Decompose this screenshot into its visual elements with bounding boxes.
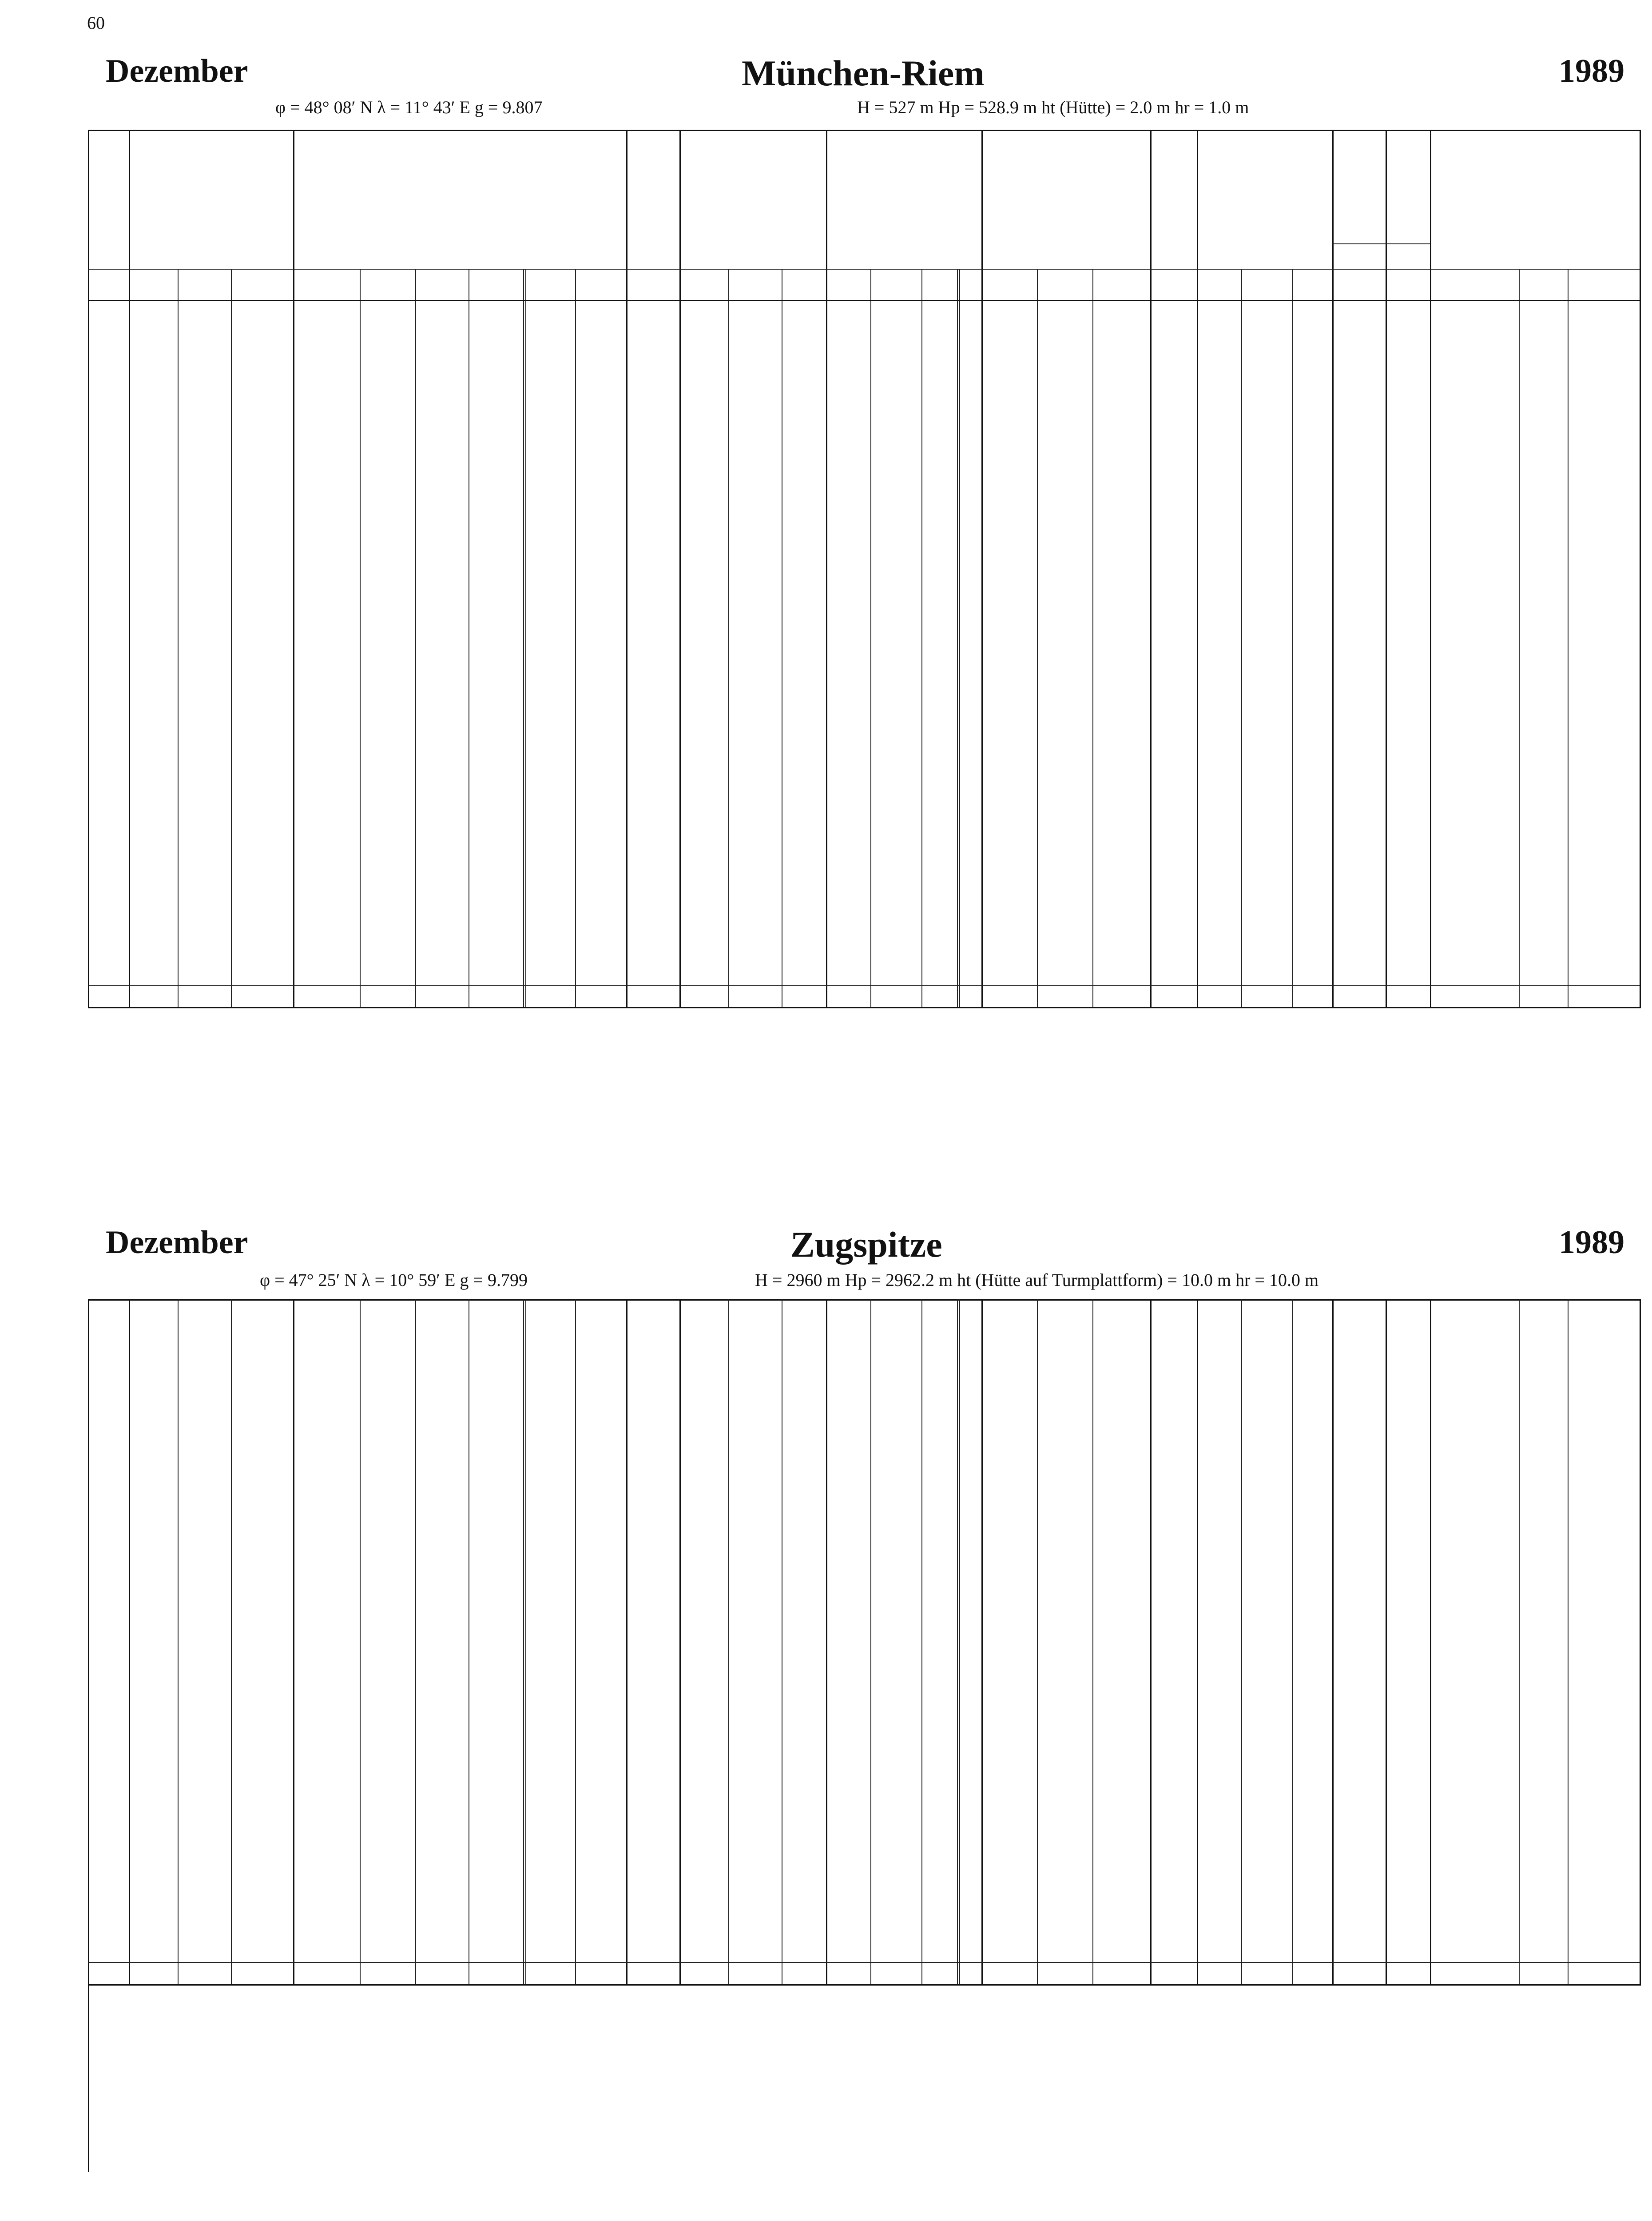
s2-col-divider	[728, 1299, 729, 1986]
s1-group-divider	[826, 130, 827, 1008]
s1-group-divider	[679, 130, 681, 1008]
s2-border-right	[1640, 1299, 1641, 1986]
s2-col-divider	[957, 1299, 958, 1986]
s2-col-divider	[1241, 1299, 1242, 1986]
s2-group-divider	[1332, 1299, 1334, 1986]
s1-col-divider	[1292, 269, 1293, 1008]
s2-group-divider	[1150, 1299, 1152, 1986]
s1-subheader-divider	[88, 300, 1640, 301]
s1-group-divider	[1197, 130, 1198, 1008]
s1-group-divider	[293, 130, 294, 1008]
s2-col-divider	[1092, 1299, 1093, 1986]
s1-col-divider	[728, 269, 729, 1008]
s2-group-divider	[129, 1299, 130, 1986]
s1-header-divider	[88, 269, 1640, 270]
station-title-1: München-Riem	[742, 53, 985, 93]
s2-group-divider	[626, 1299, 627, 1986]
s1-col-divider	[1568, 269, 1569, 1008]
s2-col-divider	[1519, 1299, 1520, 1986]
s1-col-divider	[525, 269, 526, 1008]
s1-col-divider	[921, 269, 922, 1008]
s2-group-divider	[1197, 1299, 1198, 1986]
frame-left-extension	[88, 1986, 89, 2172]
s1-border-right	[1640, 130, 1641, 1008]
year-1: 1989	[1559, 53, 1624, 89]
heights-2: H = 2960 m Hp = 2962.2 m ht (Hütte auf Turmplattform) = 10.0 m hr = 10.0 m	[755, 1270, 1319, 1290]
s1-border-left	[88, 130, 89, 1008]
s2-col-divider	[1568, 1299, 1569, 1986]
s1-col-divider	[959, 269, 960, 1008]
s2-col-divider	[921, 1299, 922, 1986]
s1-bottom-border	[88, 1007, 1640, 1008]
month-title-2: Dezember	[106, 1224, 248, 1261]
s1-col-divider	[523, 269, 524, 1008]
s2-group-divider	[826, 1299, 827, 1986]
s2-col-divider	[360, 1299, 361, 1986]
s2-group-divider	[981, 1299, 983, 1986]
s2-group-divider	[1386, 1299, 1387, 1986]
station-title-2: Zugspitze	[790, 1224, 942, 1265]
s1-group-divider	[626, 130, 627, 1008]
s1-unit-divider	[1332, 243, 1430, 244]
s2-col-divider	[1292, 1299, 1293, 1986]
s2-col-divider	[178, 1299, 179, 1986]
s2-col-divider	[523, 1299, 524, 1986]
s1-group-divider	[1332, 130, 1334, 1008]
s2-col-divider	[525, 1299, 526, 1986]
s2-border-left	[88, 1299, 89, 1986]
s2-col-divider	[959, 1299, 960, 1986]
s2-group-divider	[1430, 1299, 1431, 1986]
s1-col-divider	[360, 269, 361, 1008]
heights-1: H = 527 m Hp = 528.9 m ht (Hütte) = 2.0 m hr = 1.0 m	[857, 97, 1249, 117]
s1-col-divider	[178, 269, 179, 1008]
s1-col-divider	[1241, 269, 1242, 1008]
s2-col-divider	[231, 1299, 232, 1986]
s1-col-divider	[575, 269, 576, 1008]
s1-group-divider	[129, 130, 130, 1008]
s2-col-divider	[415, 1299, 416, 1986]
s1-col-divider	[1092, 269, 1093, 1008]
s2-col-divider	[575, 1299, 576, 1986]
coords-1: φ = 48° 08′ N λ = 11° 43′ E g = 9.807	[275, 97, 543, 117]
s2-col-divider	[1037, 1299, 1038, 1986]
year-2: 1989	[1559, 1224, 1624, 1261]
s2-bottom-border	[88, 1984, 1640, 1986]
s1-col-divider	[870, 269, 871, 1008]
s1-col-divider	[1037, 269, 1038, 1008]
page-number: 60	[87, 13, 105, 33]
month-title-1: Dezember	[106, 53, 248, 89]
s2-col-divider	[870, 1299, 871, 1986]
s1-col-divider	[415, 269, 416, 1008]
s2-mit-divider	[88, 1962, 1640, 1963]
s1-border-top	[88, 130, 1640, 131]
coords-2: φ = 47° 25′ N λ = 10° 59′ E g = 9.799	[260, 1270, 528, 1290]
s1-col-divider	[231, 269, 232, 1008]
s1-group-divider	[981, 130, 983, 1008]
s2-group-divider	[293, 1299, 294, 1986]
s2-border-top	[88, 1299, 1640, 1301]
s1-col-divider	[957, 269, 958, 1008]
s1-group-divider	[1386, 130, 1387, 1008]
s1-mit-divider	[88, 985, 1640, 986]
s2-group-divider	[679, 1299, 681, 1986]
s1-col-divider	[1519, 269, 1520, 1008]
s1-group-divider	[1150, 130, 1152, 1008]
s1-group-divider	[1430, 130, 1431, 1008]
